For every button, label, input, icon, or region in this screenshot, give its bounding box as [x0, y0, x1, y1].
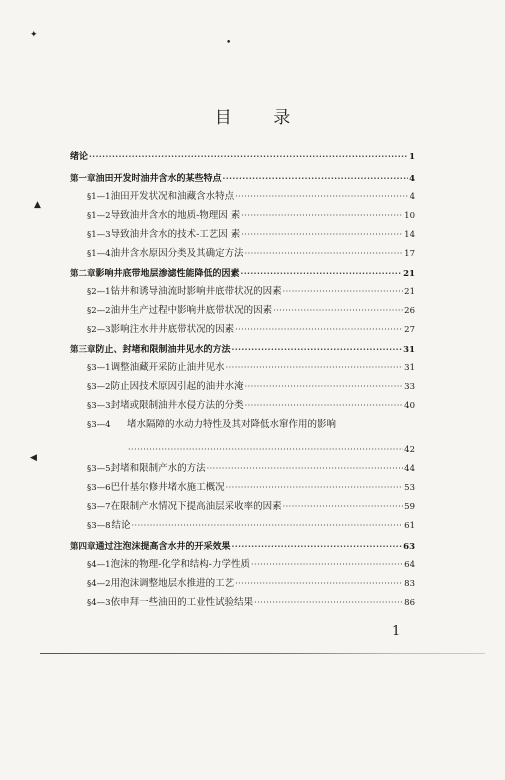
toc-entry-title: 防止、封堵和限制油井见水的方法	[95, 345, 231, 355]
toc-entry-page: 86	[404, 598, 415, 608]
toc-entry-title: 调整油藏开采防止油井见水	[110, 362, 225, 373]
toc-entry-number: §3—7	[87, 502, 111, 512]
leader-dots	[273, 305, 403, 317]
toc-entry-title: 钻井和诱导油流时影响井底带状况的因素	[110, 286, 282, 297]
toc-entry-number: §2—2	[87, 306, 111, 316]
toc-entry-number: 第四章	[70, 542, 96, 552]
toc-entry-number: 第三章	[70, 345, 96, 355]
leader-dots	[226, 482, 404, 494]
scan-speck-mark: ✦	[30, 30, 38, 40]
toc-entry	[87, 191, 415, 203]
scan-speck-mark: ▲	[34, 200, 41, 210]
leader-dots	[241, 267, 403, 279]
leader-dots	[235, 324, 403, 336]
scan-speck-mark: ◀	[30, 453, 37, 463]
toc-entry-number: §1—1	[87, 192, 111, 202]
toc-entry-continuation	[127, 444, 415, 456]
toc-entry-page: 53	[404, 483, 415, 493]
toc-entry-page: 10	[404, 211, 415, 221]
toc-entry	[87, 520, 415, 532]
toc-entry	[87, 229, 415, 241]
toc-entry	[87, 597, 415, 609]
leader-dots	[89, 150, 408, 162]
page-title-char-2: 录	[273, 108, 291, 128]
toc-entry	[87, 324, 415, 336]
toc-entry-page: 42	[404, 445, 415, 455]
toc-entry	[87, 482, 415, 494]
toc-entry-title: 导致油井含水的技术-工艺因 素	[110, 229, 241, 240]
leader-dots	[241, 229, 403, 241]
toc-entry-page: 33	[404, 382, 415, 392]
toc-entry-title: 绪论	[70, 152, 89, 162]
leader-dots	[232, 343, 403, 355]
toc-entry	[87, 248, 415, 260]
toc-entry-title: 通过注泡沫提高含水井的开采效果	[95, 542, 231, 552]
toc-entry	[70, 343, 415, 356]
leader-dots	[254, 597, 403, 609]
toc-entry-title: 堵水隔障的水动力特性及其对降低水窜作用的影响	[127, 419, 337, 430]
leader-dots	[241, 210, 403, 222]
toc-entry-page: 44	[404, 464, 415, 474]
toc-entry-number: §3—5	[87, 464, 111, 474]
toc-entry	[87, 559, 415, 571]
toc-entry-number: §4—2	[87, 579, 111, 589]
toc-entry-title: 在限制产水情况下提高油层采收率的因素	[110, 501, 282, 512]
leader-dots	[245, 381, 404, 393]
toc-entry-page: 26	[404, 306, 415, 316]
toc-entry-title: 导致油井含水的地质-物理因 素	[110, 210, 241, 221]
toc-entry	[87, 210, 415, 222]
toc-entry-page: 27	[404, 325, 415, 335]
page-number: 1	[392, 624, 401, 639]
toc-entry-page: 83	[404, 579, 415, 589]
toc-entry-number: §3—6	[87, 483, 111, 493]
toc-entry-page: 31	[404, 363, 415, 373]
toc-entry	[87, 286, 415, 298]
toc-entry	[87, 305, 415, 317]
toc-entry-page: 64	[404, 560, 415, 570]
toc-entry-number: §1—2	[87, 211, 111, 221]
toc-entry-title: 封堵和限制产水的方法	[110, 463, 206, 474]
toc-entry-page: 31	[403, 345, 415, 355]
toc-entry-title: 影响井底带地层渗滤性能降低的因素	[95, 269, 240, 279]
toc-entry	[87, 400, 415, 412]
toc-entry	[70, 150, 415, 163]
leader-dots	[232, 540, 403, 552]
leader-dots	[251, 559, 403, 571]
toc-entry	[87, 381, 415, 393]
toc-entry-page: 21	[404, 287, 415, 297]
toc-entry-number: §1—4	[87, 249, 111, 259]
toc-entry-number: §3—1	[87, 363, 111, 373]
leader-dots	[128, 444, 403, 456]
toc-entry-number: §3—4	[87, 420, 111, 430]
toc-entry-title: 依申拜一些油田的工业性试验结果	[110, 597, 254, 608]
toc-entry	[70, 267, 415, 280]
toc-entry-title: 油井生产过程中影响井底带状况的因素	[110, 305, 273, 316]
toc-entry-page: 4	[409, 174, 415, 184]
scan-speck-mark: •	[226, 38, 232, 48]
toc-entry-number: §4—1	[87, 560, 111, 570]
toc-entry-title: 油田开发状况和油藏含水特点	[110, 191, 235, 202]
page-title-char-1: 目	[214, 108, 232, 128]
toc-entry	[87, 578, 415, 590]
toc-entry-number: §3—3	[87, 401, 111, 411]
toc-entry	[70, 172, 415, 185]
toc-entry-number: §4—3	[87, 598, 111, 608]
toc-entry-title: 巴什基尔修井堵水施工概况	[110, 482, 225, 493]
toc-entry-page: 17	[404, 249, 415, 259]
toc-entry-title: 结论	[111, 520, 131, 531]
toc-entry-page: 21	[403, 269, 415, 279]
leader-dots	[283, 286, 404, 298]
leader-dots	[223, 172, 409, 184]
toc-entry	[87, 419, 417, 431]
toc-entry-title: 油井含水原因分类及其确定方法	[110, 248, 244, 259]
toc-entry-page: 40	[404, 401, 415, 411]
leader-dots	[226, 362, 404, 374]
leader-dots	[235, 578, 403, 590]
leader-dots	[207, 463, 404, 475]
toc-entry-number: §3—8	[87, 521, 111, 531]
leader-dots	[235, 191, 408, 203]
toc-entry-number: 第一章	[70, 174, 96, 184]
toc-entry-number: §1—3	[87, 230, 111, 240]
toc-entry-number: 第二章	[70, 269, 96, 279]
toc-entry	[87, 501, 415, 513]
toc-entry-number: §2—1	[87, 287, 111, 297]
toc-entry-title: 防止因技术原因引起的油井水淹	[110, 381, 244, 392]
toc-entry-title: 用泡沫调整地层水推进的工艺	[110, 578, 235, 589]
leader-dots	[131, 520, 403, 532]
toc-entry-title: 封堵或限制油井水侵方法的分类	[110, 400, 244, 411]
toc-entry-number: §2—3	[87, 325, 111, 335]
toc-entry-page: 4	[409, 192, 415, 202]
toc-entry	[70, 540, 415, 553]
leader-dots	[245, 400, 404, 412]
toc-entry	[87, 362, 415, 374]
toc-entry-number: §3—2	[87, 382, 111, 392]
toc-entry-page: 1	[409, 152, 415, 162]
toc-entry-page: 14	[404, 230, 415, 240]
toc-entry-page: 61	[404, 521, 415, 531]
toc-entry-title: 影响注水井井底带状况的因素	[110, 324, 235, 335]
toc-entry-page: 63	[403, 542, 415, 552]
leader-dots	[245, 248, 404, 260]
bottom-rule	[40, 653, 485, 654]
toc-entry	[87, 463, 415, 475]
toc-entry-title: 油田开发时油井含水的某些特点	[95, 174, 222, 184]
toc-entry-title: 泡沫的物理-化学和结构-力学性质	[110, 559, 250, 570]
leader-dots	[283, 501, 404, 513]
toc-entry-page: 59	[404, 502, 415, 512]
